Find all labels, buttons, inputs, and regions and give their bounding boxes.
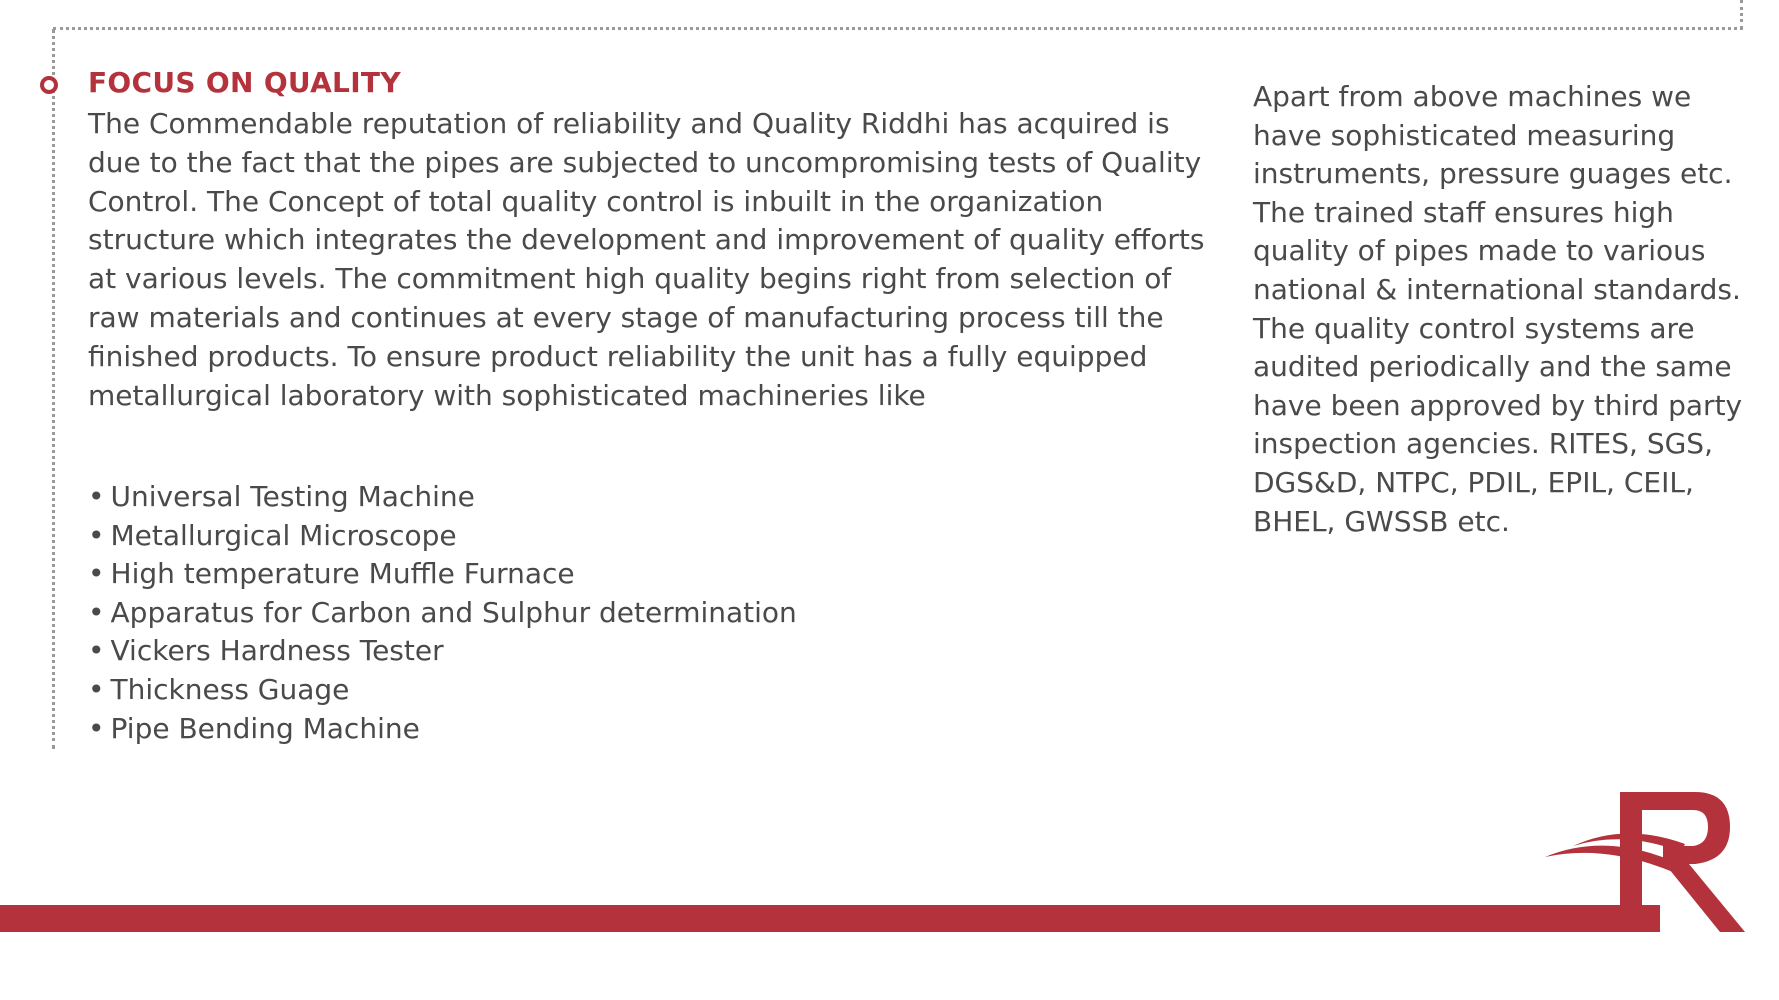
- list-item: • High temperature Muffle Furnace: [88, 555, 797, 594]
- list-item: • Universal Testing Machine: [88, 478, 797, 517]
- list-item: • Pipe Bending Machine: [88, 710, 797, 749]
- dotted-border-right: [1740, 0, 1743, 29]
- dotted-border-left: [52, 29, 55, 749]
- list-item: • Vickers Hardness Tester: [88, 632, 797, 671]
- intro-paragraph: The Commendable reputation of reliability and Quality Riddhi has acquired is due to the fact that the pipes are subjected to uncompromising tests of Quality Control. The Concept of total quality control is inbuilt in the organization structure which integrates the development and improvement of quality efforts at various levels. The commitment high quality begins right from selection of raw materials and continues at every stage of manufacturing process till the finished products. To ensure product reliability the unit has a fully equipped metallurgical laboratory with sophisticated machineries like: [88, 107, 1205, 412]
- equipment-list: [88, 478, 797, 748]
- dotted-border-top: [53, 27, 1743, 30]
- list-item: • Thickness Guage: [88, 671, 797, 710]
- list-item: • Metallurgical Microscope: [88, 517, 797, 556]
- side-paragraph: Apart from above machines we have sophisticated measuring instruments, pressure guages etc. The trained staff ensures high quality of pipes made to various national & international standards. The quality control systems are audited periodically and the same have been approved by third party inspection agencies. RITES, SGS, DGS&D, NTPC, PDIL, EPIL, CEIL, BHEL, GWSSB etc.: [1253, 80, 1743, 538]
- section-circle-icon: [40, 76, 58, 94]
- riddhi-r-logo-icon: [1545, 782, 1745, 942]
- section-title: FOCUS ON QUALITY: [88, 66, 401, 99]
- footer-bar: [0, 905, 1660, 932]
- list-item: • Apparatus for Carbon and Sulphur determination: [88, 594, 797, 633]
